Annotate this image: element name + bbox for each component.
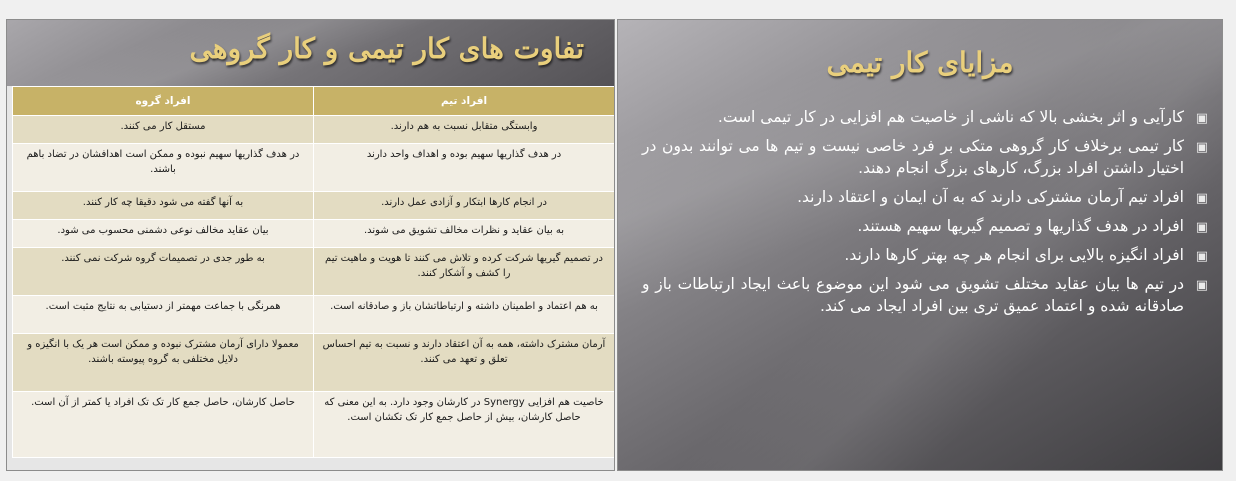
list-item-text: افراد تیم آرمان مشترکی دارند که به آن ایمان و اعتقاد دارند. — [797, 188, 1184, 206]
list-item-text: افراد انگیزه بالایی برای انجام هر چه بهتر کارها دارند. — [844, 246, 1184, 264]
square-bullet-icon: ▣ — [1195, 111, 1208, 126]
table-row — [13, 144, 615, 192]
comparison-table — [12, 86, 615, 458]
list-item-text: کار تیمی برخلاف کار گروهی متکی بر فرد خاصی نیست و تیم ها می توانند بدون در اختیار داشتن افراد بزرگ، کارهای بزرگ انجام دهند. — [642, 137, 1184, 177]
team-cell: به هم اعتماد و اطمینان داشته و ارتباطاتشان باز و صادقانه است. — [314, 296, 615, 334]
group-cell: به آنها گفته می شود دقیقا چه کار کنند. — [13, 192, 314, 220]
list-item — [642, 273, 1208, 317]
team-cell: آرمان مشترک داشته، همه به آن اعتقاد دارند و نسبت به تیم احساس تعلق و تعهد می کنند. — [314, 334, 615, 392]
square-bullet-icon: ▣ — [1195, 220, 1208, 235]
list-item — [642, 215, 1208, 237]
team-cell: وابستگی متقابل نسبت به هم دارند. — [314, 116, 615, 144]
slide-title: مزایای کار تیمی — [826, 46, 1014, 79]
group-cell: مستقل کار می کنند. — [13, 116, 314, 144]
table-row — [13, 248, 615, 296]
table-row — [13, 220, 615, 248]
list-item-text: افراد در هدف گذاریها و تصمیم گیریها سهیم هستند. — [857, 217, 1184, 235]
table-body — [13, 116, 615, 458]
list-item-text: در تیم ها بیان عقاید مختلف تشویق می شود این موضوع باعث ایجاد ارتباطات باز و صادقانه شده و اعتماد عمیق تری بین افراد ایجاد می کند. — [642, 275, 1184, 315]
column-header-group: افراد گروه — [13, 87, 314, 116]
team-cell: در انجام کارها ابتکار و آزادی عمل دارند. — [314, 192, 615, 220]
square-bullet-icon: ▣ — [1195, 249, 1208, 264]
slide-title: تفاوت های کار تیمی و کار گروهی — [189, 32, 584, 65]
group-cell: بیان عقاید مخالف نوعی دشمنی محسوب می شود. — [13, 220, 314, 248]
team-cell: به بیان عقاید و نظرات مخالف تشویق می شوند. — [314, 220, 615, 248]
table-row — [13, 116, 615, 144]
column-header-team: افراد تیم — [314, 87, 615, 116]
list-item — [642, 106, 1208, 128]
list-item — [642, 244, 1208, 266]
team-cell: خاصیت هم افزایی Synergy در کارشان وجود دارد. به این معنی که حاصل کارشان، بیش از حاصل جمع کار تک تکشان است. — [314, 392, 615, 458]
table-row — [13, 296, 615, 334]
team-cell: در هدف گذاریها سهیم بوده و اهداف واحد دارند — [314, 144, 615, 192]
team-cell: در تصمیم گیریها شرکت کرده و تلاش می کنند تا هویت و ماهیت تیم را کشف و آشکار کنند. — [314, 248, 615, 296]
group-cell: معمولا دارای آرمان مشترک نبوده و ممکن است هر یک با انگیزه و دلایل مختلفی به گروه پیوسته باشند. — [13, 334, 314, 392]
table-row — [13, 192, 615, 220]
table-row — [13, 392, 615, 458]
slide-team-vs-group — [6, 19, 615, 471]
table-row — [13, 334, 615, 392]
square-bullet-icon: ▣ — [1195, 278, 1208, 293]
group-cell: به طور جدی در تصمیمات گروه شرکت نمی کنند. — [13, 248, 314, 296]
list-item — [642, 135, 1208, 179]
square-bullet-icon: ▣ — [1195, 140, 1208, 155]
table-header-row — [13, 87, 615, 116]
group-cell: همرنگی با جماعت مهمتر از دستیابی به نتایج مثبت است. — [13, 296, 314, 334]
slide-header — [7, 20, 614, 86]
group-cell: حاصل کارشان، حاصل جمع کار تک تک افراد یا کمتر از آن است. — [13, 392, 314, 458]
slide-teamwork-benefits — [617, 19, 1223, 471]
square-bullet-icon: ▣ — [1195, 191, 1208, 206]
benefits-list — [642, 106, 1208, 324]
list-item — [642, 186, 1208, 208]
group-cell: در هدف گذاریها سهیم نبوده و ممکن است اهدافشان در تضاد باهم باشند. — [13, 144, 314, 192]
list-item-text: کارآیی و اثر بخشی بالا که ناشی از خاصیت هم افزایی در کار تیمی است. — [717, 108, 1184, 126]
